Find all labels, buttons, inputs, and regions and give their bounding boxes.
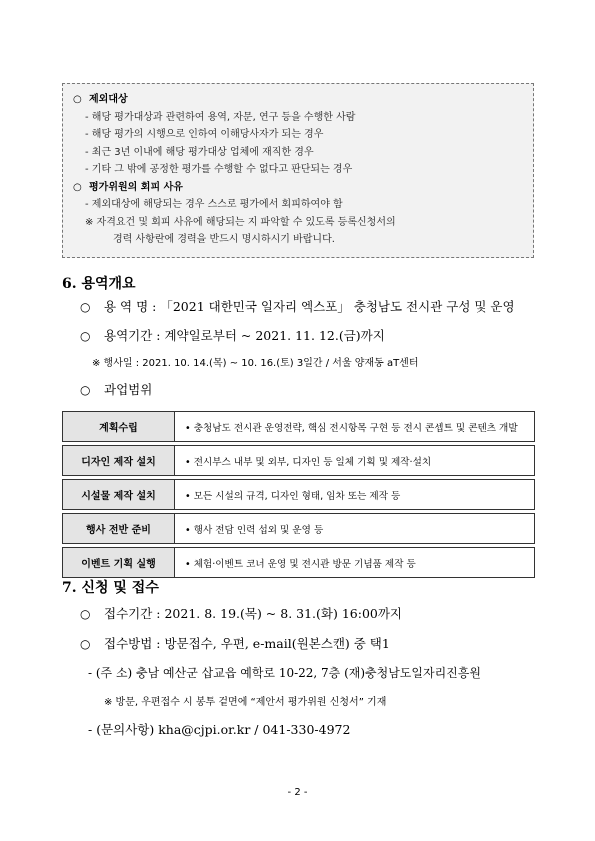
service-period: ○ 용역기간 : 계약일로부터 ~ 2021. 11. 12.(금)까지 bbox=[80, 328, 385, 343]
exclusion-heading: ○ 제외대상 bbox=[73, 91, 533, 109]
circle-bullet-icon: ○ bbox=[80, 637, 91, 651]
scope-label: ○ 과업범위 bbox=[80, 382, 153, 397]
scope-value: • 모든 시설의 규격, 디자인 형태, 임차 또는 제작 등 bbox=[175, 480, 535, 510]
page-number: - 2 - bbox=[287, 787, 308, 798]
scope-key: 디자인 제작 설치 bbox=[63, 446, 175, 476]
circle-bullet-icon: ○ bbox=[73, 94, 82, 105]
table-row bbox=[63, 514, 535, 544]
scope-value: • 전시부스 내부 및 외부, 디자인 등 일체 기획 및 제작·설치 bbox=[175, 446, 535, 476]
scope-value: • 체험·이벤트 코너 운영 및 전시관 방문 기념품 제작 등 bbox=[175, 548, 535, 578]
application-method: ○ 접수방법 : 방문접수, 우편, e-mail(원본스캔) 중 택1 bbox=[80, 636, 390, 651]
note-line: 경력 사항란에 경력을 반드시 명시하시기 바랍니다. bbox=[113, 234, 335, 245]
scope-key: 계획수립 bbox=[63, 412, 175, 442]
exclusion-item: - 해당 평가의 시행으로 인하여 이해당사자가 되는 경우 bbox=[85, 129, 324, 140]
avoid-item: - 제외대상에 해당되는 경우 스스로 평가에서 회피하여야 함 bbox=[85, 199, 343, 210]
application-period: ○ 접수기간 : 2021. 8. 19.(목) ~ 8. 31.(화) 16:00까지 bbox=[80, 606, 402, 621]
table-row bbox=[63, 446, 535, 476]
scope-key: 시설물 제작 설치 bbox=[63, 480, 175, 510]
scope-table bbox=[62, 411, 535, 578]
scope-key: 이벤트 기획 실행 bbox=[63, 548, 175, 578]
scope-key: 행사 전반 준비 bbox=[63, 514, 175, 544]
service-name: ○ 용 역 명 : 「2021 대한민국 일자리 엑스포」 충청남도 전시관 구성 및 운영 bbox=[80, 299, 515, 314]
visit-note: ※ 방문, 우편접수 시 봉투 겉면에 “제안서 평가위원 신청서” 기재 bbox=[104, 697, 387, 708]
circle-bullet-icon: ○ bbox=[73, 181, 82, 193]
notice-box bbox=[62, 83, 534, 258]
section-6-title: 6. 용역개요 bbox=[62, 276, 136, 292]
scope-value: • 충청남도 전시관 운영전략, 핵심 전시항목 구현 등 전시 콘셉트 및 콘텐츠 개발 bbox=[175, 412, 535, 442]
address-line: - (주 소) 충남 예산군 삽교읍 예학로 10-22, 7층 (재)충청남도일자리진흥원 bbox=[88, 666, 481, 680]
exclusion-item: - 최근 3년 이내에 해당 평가대상 업체에 재직한 경우 bbox=[85, 146, 314, 158]
circle-bullet-icon: ○ bbox=[80, 383, 91, 397]
circle-bullet-icon: ○ bbox=[80, 300, 91, 314]
exclusion-item: - 기타 그 밖에 공정한 평가를 수행할 수 없다고 판단되는 경우 bbox=[85, 164, 353, 175]
table-row bbox=[63, 412, 535, 442]
event-note: ※ 행사일 : 2021. 10. 14.(목) ~ 10. 16.(토) 3일간 / 서울 양재동 aT센터 bbox=[92, 358, 419, 369]
circle-bullet-icon: ○ bbox=[80, 329, 91, 343]
table-row bbox=[63, 548, 535, 578]
table-row bbox=[63, 480, 535, 510]
note-line: ※ 자격요건 및 회피 사유에 해당되는 지 파악할 수 있도록 등록신청서의 bbox=[85, 216, 396, 228]
avoid-heading: ○ 평가위원의 회피 사유 bbox=[73, 179, 533, 197]
scope-value: • 행사 전담 인력 섭외 및 운영 등 bbox=[175, 514, 535, 544]
section-7-title: 7. 신청 및 접수 bbox=[62, 580, 159, 596]
contact-line: - (문의사항) kha@cjpi.or.kr / 041-330-4972 bbox=[88, 722, 351, 737]
circle-bullet-icon: ○ bbox=[80, 607, 91, 621]
exclusion-item: - 해당 평가대상과 관련하여 용역, 자문, 연구 등을 수행한 사람 bbox=[85, 111, 356, 123]
